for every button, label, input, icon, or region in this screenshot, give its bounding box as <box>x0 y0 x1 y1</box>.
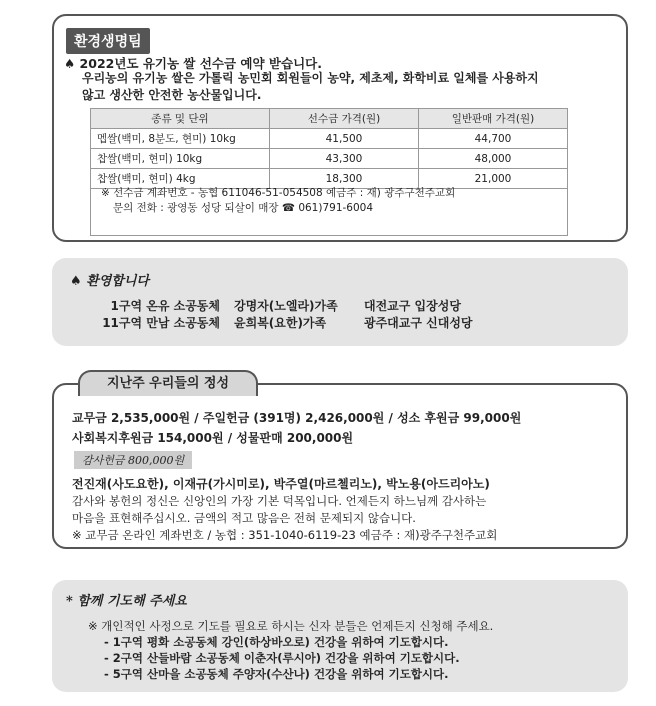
table-cell: 멥쌀(백미, 8분도, 현미) 10kg <box>91 129 270 149</box>
table-row <box>91 149 568 169</box>
welcome-family: 강명자(노엘라)가족 <box>234 299 338 313</box>
welcome-list <box>80 298 473 332</box>
body-line: 감사와 봉헌의 정신은 신앙인의 가장 기본 덕목입니다. 언제든지 하느님께 감사하는 <box>72 494 487 508</box>
offering-line: 교무금 2,535,000원 / 주일헌금 (391명) 2,426,000원 / 성소 후원금 99,000원 <box>72 411 522 425</box>
welcome-title: ♠ 환영합니다 <box>70 274 149 289</box>
body-line: 마음을 표현해주십시오. 금액의 적고 많음은 전혀 문제되지 않습니다. <box>72 511 416 525</box>
rice-headline: ♠ 2022년도 유기농 쌀 선수금 예약 받습니다. <box>64 56 322 71</box>
prayer-title: * 함께 기도해 주세요 <box>66 594 187 609</box>
list-item: - 1구역 평화 소공동체 강인(하상바오로) 건강을 위하여 기도합시다. <box>104 635 449 649</box>
section-tag: 환경생명팀 <box>66 28 150 54</box>
table-header-row <box>91 109 568 129</box>
table-row <box>91 129 568 149</box>
offering-body <box>72 493 612 544</box>
list-item <box>80 298 473 315</box>
welcome-origin: 대전교구 입장성당 <box>364 299 461 313</box>
price-table <box>90 108 568 189</box>
table-cell: 43,300 <box>270 149 419 169</box>
welcome-community: 1구역 온유 소공동체 <box>110 299 220 313</box>
prayer-list <box>104 634 460 682</box>
column-header: 일반판매 가격(원) <box>419 109 568 129</box>
welcome-family: 윤희복(요한)가족 <box>234 316 327 330</box>
payment-note <box>90 182 568 236</box>
table-cell: 44,700 <box>419 129 568 149</box>
table-cell: 41,500 <box>270 129 419 149</box>
thanks-offering-label: 감사헌금 800,000원 <box>74 451 192 469</box>
welcome-origin: 광주대교구 신대성당 <box>364 316 473 330</box>
description-line: 우리농의 유기농 쌀은 가톨릭 농민회 회원들이 농약, 제초제, 화학비료 일체를 사용하지 <box>82 71 539 85</box>
note-line: ※ 선수금 계좌번호 - 농협 611046-51-054508 예금주 : 재) 광주구천주교회 <box>101 187 456 199</box>
table-cell: 48,000 <box>419 149 568 169</box>
body-line: ※ 교무금 온라인 계좌번호 / 농협 : 351-1040-6119-23 예금주 : 재)광주구천주교회 <box>72 528 498 542</box>
rice-description <box>82 70 612 104</box>
offering-section <box>52 383 628 549</box>
list-item: - 2구역 산들바람 소공동체 이춘자(루시아) 건강을 위하여 기도합시다. <box>104 651 460 665</box>
prayer-intro: ※ 개인적인 사정으로 기도를 필요로 하시는 신자 분들은 언제든지 신청해 주세요. <box>88 619 494 633</box>
column-header: 종류 및 단위 <box>91 109 270 129</box>
note-line: 문의 전화 : 광영동 성당 되살이 매장 ☎ 061)791-6004 <box>113 202 374 214</box>
column-header: 선수금 가격(원) <box>270 109 419 129</box>
table-cell: 찹쌀(백미, 현미) 10kg <box>91 149 270 169</box>
prayer-section <box>52 580 628 692</box>
table-cell: 21,000 <box>419 169 568 189</box>
list-item: - 5구역 산마을 소공동체 주양자(수산나) 건강을 위하여 기도합시다. <box>104 667 449 681</box>
welcome-community: 11구역 만남 소공동체 <box>102 316 220 330</box>
donor-names: 전진재(사도요한), 이재규(가시미로), 박주열(마르첼리노), 박노용(아드리아노) <box>72 477 490 491</box>
welcome-section <box>52 258 628 346</box>
offering-line: 사회복지후원금 154,000원 / 성물판매 200,000원 <box>72 431 354 445</box>
table-cell: 18,300 <box>270 169 419 189</box>
offering-tab: 지난주 우리들의 정성 <box>78 370 258 396</box>
list-item <box>80 315 473 332</box>
table-cell: 찹쌀(백미, 현미) 4kg <box>91 169 270 189</box>
description-line: 않고 생산한 안전한 농산물입니다. <box>82 88 262 102</box>
